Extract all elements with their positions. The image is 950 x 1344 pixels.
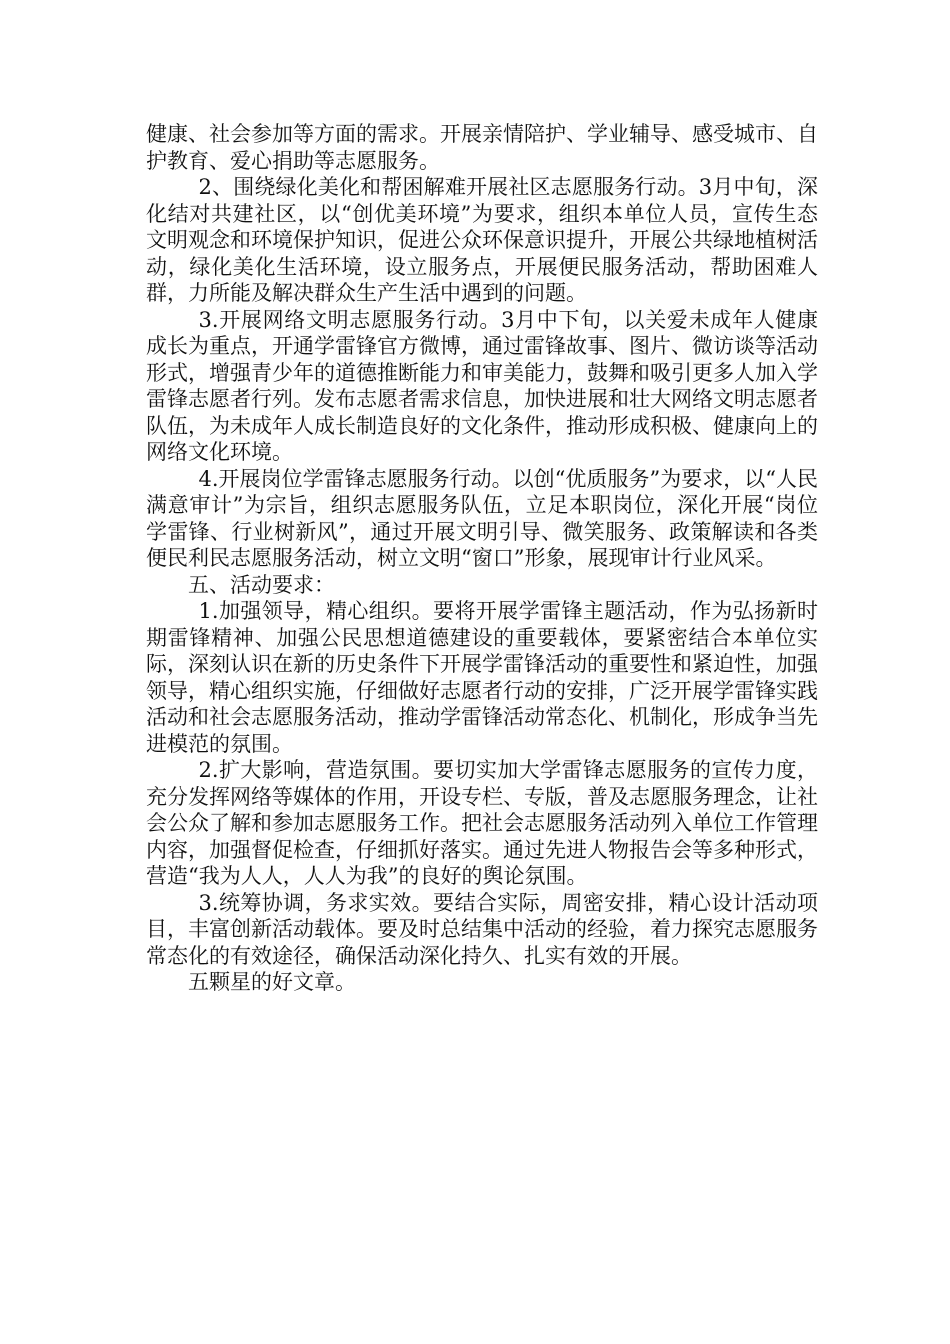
paragraph-influence: 2.扩大影响，营造氛围。要切实加大学雷锋志愿服务的宣传力度，充分发挥网络等媒体的作用，开设专栏、专版，普及志愿服务理念，让社会公众了解和参加志愿服务工作。把社会志愿服务活动列入单位工作管理内容，加强督促检查，仔细抓好落实。通过先进人物报告会等多种形式，营造“我为人人，人人为我”的良好的舆论氛围。 — [146, 758, 818, 888]
paragraph-community-service: 2、围绕绿化美化和帮困解难开展社区志愿服务行动。3月中旬，深化结对共建社区，以“创优美环境”为要求，组织本单位人员，宣传生态文明观念和环境保护知识，促进公众环保意识提升，开展公共绿地植树活动，绿化美化生活环境，设立服务点，开展便民服务活动，帮助困难人群，力所能及解决群众生产生活中遇到的问题。 — [146, 175, 818, 305]
paragraph-leadership: 1.加强领导，精心组织。要将开展学雷锋主题活动，作为弘扬新时期雷锋精神、加强公民思想道德建设的重要载体，要紧密结合本单位实际，深刻认识在新的历史条件下开展学雷锋活动的重要性和紧迫性，加强领导，精心组织实施，仔细做好志愿者行动的安排，广泛开展学雷锋实践活动和社会志愿服务活动，推动学雷锋活动常态化、机制化，形成争当先进模范的氛围。 — [146, 599, 818, 756]
paragraph-continuation: 健康、社会参加等方面的需求。开展亲情陪护、学业辅导、感受城市、自护教育、爱心捐助等志愿服务。 — [146, 122, 818, 173]
paragraph-online-civility: 3.开展网络文明志愿服务行动。3月中下旬，以关爱未成年人健康成长为重点，开通学雷锋官方微博，通过雷锋故事、图片、微访谈等活动形式，增强青少年的道德推断能力和审美能力，鼓舞和吸引更多人加入学雷锋志愿者行列。发布志愿者需求信息，加快进展和壮大网络文明志愿者队伍，为未成年人成长制造良好的文化条件，推动形成积极、健康向上的网络文化环境。 — [146, 307, 818, 464]
paragraph-post-service: 4.开展岗位学雷锋志愿服务行动。以创“优质服务”为要求，以“人民满意审计”为宗旨，组织志愿服务队伍，立足本职岗位，深化开展“岗位学雷锋、行业树新风”，通过开展文明引导、微笑服务、政策解读和各类便民利民志愿服务活动，树立文明“窗口”形象，展现审计行业风采。 — [146, 466, 818, 570]
section-heading-requirements: 五、活动要求： — [188, 572, 335, 597]
closing-line: 五颗星的好文章。 — [188, 970, 356, 994]
paragraph-coordination: 3.统筹协调，务求实效。要结合实际，周密安排，精心设计活动项目，丰富创新活动载体。要及时总结集中活动的经验，着力探究志愿服务常态化的有效途径，确保活动深化持久、扎实有效的开展。 — [146, 890, 818, 968]
document-page — [146, 121, 818, 996]
